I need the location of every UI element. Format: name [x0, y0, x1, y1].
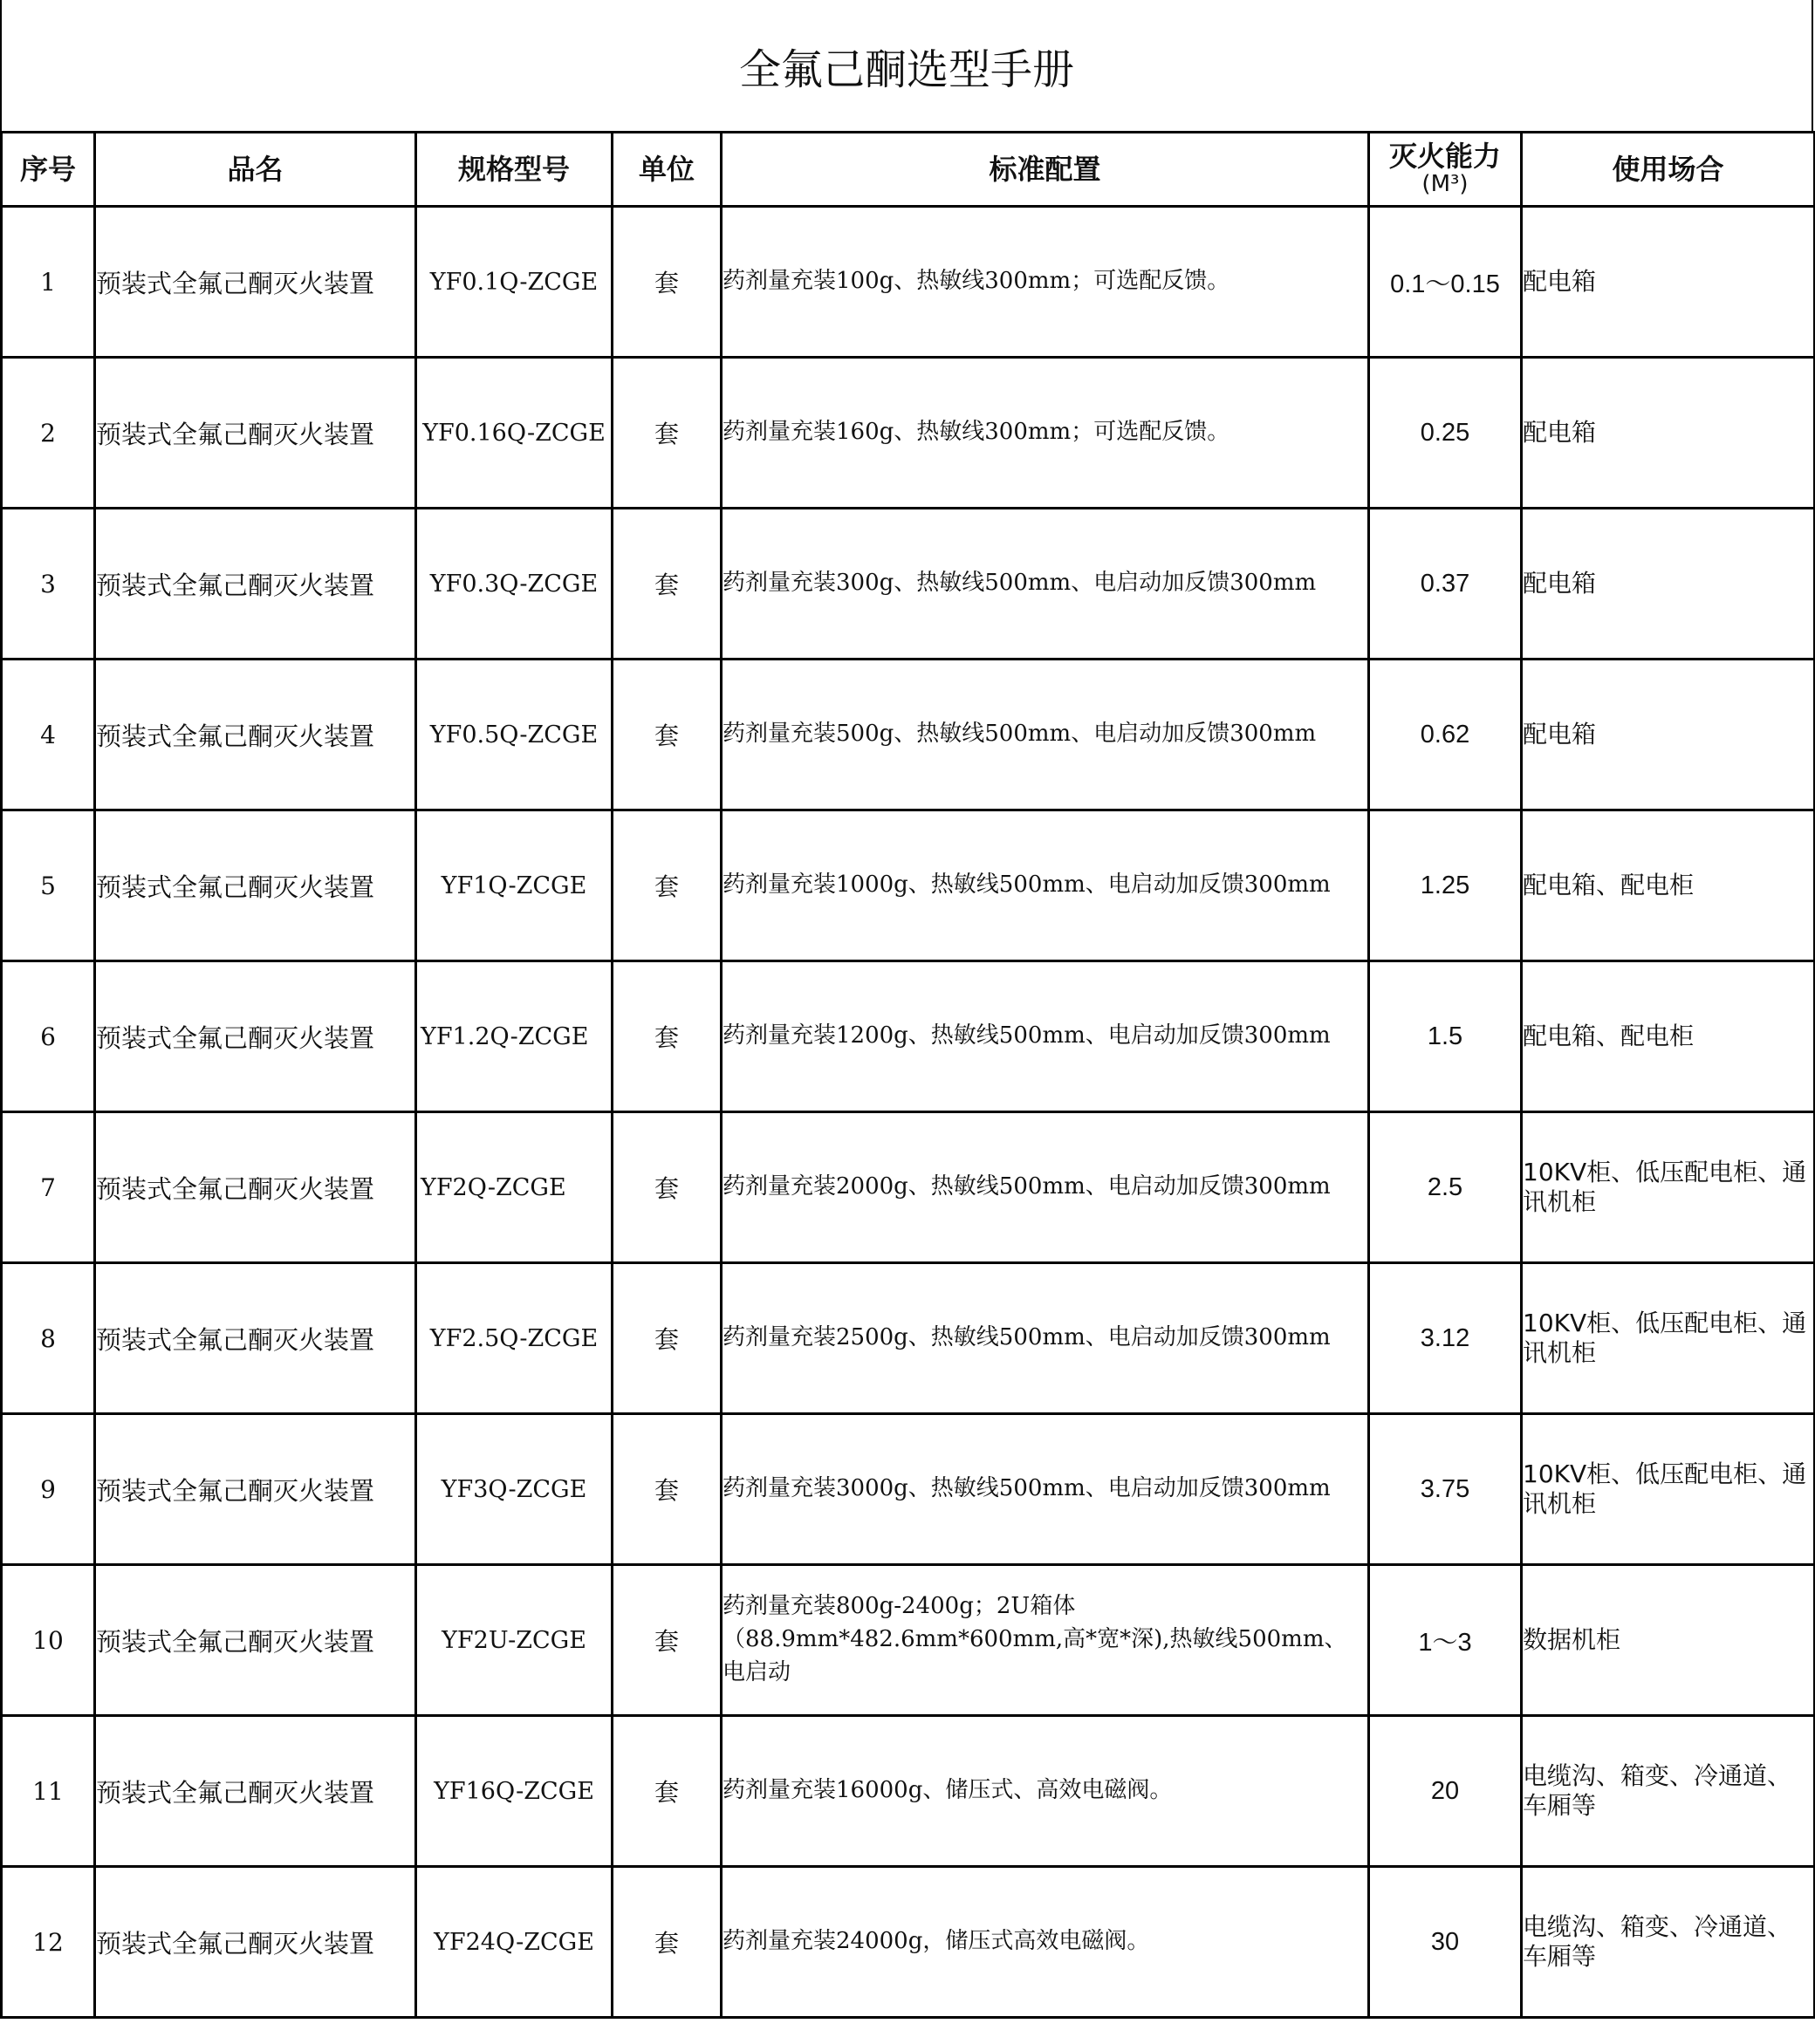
- cell-usage: 配电箱: [1522, 509, 1815, 660]
- cell-model: YF16Q-ZCGE: [416, 1716, 613, 1867]
- table-row: [2, 1414, 1815, 1565]
- col-header-idx: 序号: [2, 133, 95, 207]
- cell-idx: 2: [2, 358, 95, 509]
- cell-idx: 12: [2, 1867, 95, 2018]
- table-row: [2, 1112, 1815, 1263]
- capacity-unit: (M³): [1421, 171, 1469, 198]
- cell-idx: 6: [2, 961, 95, 1112]
- cell-name: 预装式全氟己酮灭火装置: [95, 961, 416, 1112]
- table-row: [2, 1867, 1815, 2018]
- cell-name: 预装式全氟己酮灭火装置: [95, 358, 416, 509]
- cell-model: YF0.5Q-ZCGE: [416, 660, 613, 810]
- col-header-name: 品名: [95, 133, 416, 207]
- cell-config: 药剂量充装160g、热敏线300mm；可选配反馈。: [722, 358, 1369, 509]
- cell-model: YF0.1Q-ZCGE: [416, 207, 613, 358]
- cell-capacity: 0.25: [1369, 358, 1522, 509]
- cell-usage: 10KV柜、低压配电柜、通讯机柜: [1522, 1112, 1815, 1263]
- cell-capacity: 0.62: [1369, 660, 1522, 810]
- cell-unit: 套: [613, 1565, 722, 1716]
- cell-idx: 4: [2, 660, 95, 810]
- cell-name: 预装式全氟己酮灭火装置: [95, 1867, 416, 2018]
- cell-idx: 8: [2, 1263, 95, 1414]
- cell-capacity: 2.5: [1369, 1112, 1522, 1263]
- table-row: [2, 358, 1815, 509]
- cell-unit: 套: [613, 207, 722, 358]
- header-row: [2, 133, 1815, 207]
- cell-name: 预装式全氟己酮灭火装置: [95, 810, 416, 961]
- cell-usage: 配电箱、配电柜: [1522, 961, 1815, 1112]
- col-header-model: 规格型号: [416, 133, 613, 207]
- cell-usage: 配电箱、配电柜: [1522, 810, 1815, 961]
- col-header-usage: 使用场合: [1522, 133, 1815, 207]
- cell-config: 药剂量充装1200g、热敏线500mm、电启动加反馈300mm: [722, 961, 1369, 1112]
- cell-model: YF0.3Q-ZCGE: [416, 509, 613, 660]
- cell-unit: 套: [613, 1716, 722, 1867]
- cell-model: YF1.2Q-ZCGE: [416, 961, 613, 1112]
- table-row: [2, 810, 1815, 961]
- cell-config: 药剂量充装800g-2400g；2U箱体（88.9mm*482.6mm*600mm,高*宽*深),热敏线500mm、电启动: [722, 1565, 1369, 1716]
- cell-model: YF2U-ZCGE: [416, 1565, 613, 1716]
- cell-idx: 5: [2, 810, 95, 961]
- cell-usage: 数据机柜: [1522, 1565, 1815, 1716]
- cell-model: YF3Q-ZCGE: [416, 1414, 613, 1565]
- cell-config: 药剂量充装500g、热敏线500mm、电启动加反馈300mm: [722, 660, 1369, 810]
- cell-name: 预装式全氟己酮灭火装置: [95, 1263, 416, 1414]
- cell-config: 药剂量充装300g、热敏线500mm、电启动加反馈300mm: [722, 509, 1369, 660]
- cell-model: YF0.16Q-ZCGE: [416, 358, 613, 509]
- cell-name: 预装式全氟己酮灭火装置: [95, 207, 416, 358]
- cell-model: YF1Q-ZCGE: [416, 810, 613, 961]
- cell-idx: 10: [2, 1565, 95, 1716]
- cell-config: 药剂量充装2500g、热敏线500mm、电启动加反馈300mm: [722, 1263, 1369, 1414]
- cell-usage: 电缆沟、箱变、冷通道、车厢等: [1522, 1867, 1815, 2018]
- table-row: [2, 961, 1815, 1112]
- cell-unit: 套: [613, 1867, 722, 2018]
- cell-capacity: 30: [1369, 1867, 1522, 2018]
- cell-unit: 套: [613, 1414, 722, 1565]
- product-table: [0, 131, 1815, 2019]
- cell-name: 预装式全氟己酮灭火装置: [95, 660, 416, 810]
- cell-config: 药剂量充装16000g、储压式、高效电磁阀。: [722, 1716, 1369, 1867]
- cell-usage: 配电箱: [1522, 207, 1815, 358]
- cell-usage: 10KV柜、低压配电柜、通讯机柜: [1522, 1414, 1815, 1565]
- cell-usage: 配电箱: [1522, 660, 1815, 810]
- cell-name: 预装式全氟己酮灭火装置: [95, 1112, 416, 1263]
- cell-model: YF2Q-ZCGE: [416, 1112, 613, 1263]
- cell-idx: 1: [2, 207, 95, 358]
- table-row: [2, 660, 1815, 810]
- cell-model: YF24Q-ZCGE: [416, 1867, 613, 2018]
- cell-config: 药剂量充装1000g、热敏线500mm、电启动加反馈300mm: [722, 810, 1369, 961]
- cell-unit: 套: [613, 810, 722, 961]
- capacity-label: 灭火能力: [1388, 139, 1501, 173]
- cell-capacity: 0.37: [1369, 509, 1522, 660]
- cell-model: YF2.5Q-ZCGE: [416, 1263, 613, 1414]
- col-header-config: 标准配置: [722, 133, 1369, 207]
- cell-unit: 套: [613, 1112, 722, 1263]
- table-row: [2, 1716, 1815, 1867]
- cell-name: 预装式全氟己酮灭火装置: [95, 509, 416, 660]
- table-row: [2, 207, 1815, 358]
- cell-unit: 套: [613, 961, 722, 1112]
- cell-usage: 电缆沟、箱变、冷通道、车厢等: [1522, 1716, 1815, 1867]
- cell-config: 药剂量充装3000g、热敏线500mm、电启动加反馈300mm: [722, 1414, 1369, 1565]
- table-row: [2, 509, 1815, 660]
- cell-config: 药剂量充装24000g，储压式高效电磁阀。: [722, 1867, 1369, 2018]
- table-row: [2, 1565, 1815, 1716]
- cell-unit: 套: [613, 358, 722, 509]
- col-header-capacity: [1369, 133, 1522, 207]
- cell-config: 药剂量充装100g、热敏线300mm；可选配反馈。: [722, 207, 1369, 358]
- cell-idx: 11: [2, 1716, 95, 1867]
- cell-unit: 套: [613, 660, 722, 810]
- cell-capacity: 0.1～0.15: [1369, 207, 1522, 358]
- cell-capacity: 1.25: [1369, 810, 1522, 961]
- cell-name: 预装式全氟己酮灭火装置: [95, 1414, 416, 1565]
- cell-unit: 套: [613, 1263, 722, 1414]
- cell-capacity: 3.75: [1369, 1414, 1522, 1565]
- cell-capacity: 1.5: [1369, 961, 1522, 1112]
- cell-usage: 配电箱: [1522, 358, 1815, 509]
- table-row: [2, 1263, 1815, 1414]
- col-header-unit: 单位: [613, 133, 722, 207]
- cell-usage: 10KV柜、低压配电柜、通讯机柜: [1522, 1263, 1815, 1414]
- cell-unit: 套: [613, 509, 722, 660]
- cell-config: 药剂量充装2000g、热敏线500mm、电启动加反馈300mm: [722, 1112, 1369, 1263]
- cell-idx: 3: [2, 509, 95, 660]
- cell-capacity: 1～3: [1369, 1565, 1522, 1716]
- cell-name: 预装式全氟己酮灭火装置: [95, 1565, 416, 1716]
- cell-idx: 9: [2, 1414, 95, 1565]
- cell-idx: 7: [2, 1112, 95, 1263]
- cell-capacity: 3.12: [1369, 1263, 1522, 1414]
- cell-name: 预装式全氟己酮灭火装置: [95, 1716, 416, 1867]
- cell-capacity: 20: [1369, 1716, 1522, 1867]
- page-title: 全氟己酮选型手册: [0, 0, 1813, 131]
